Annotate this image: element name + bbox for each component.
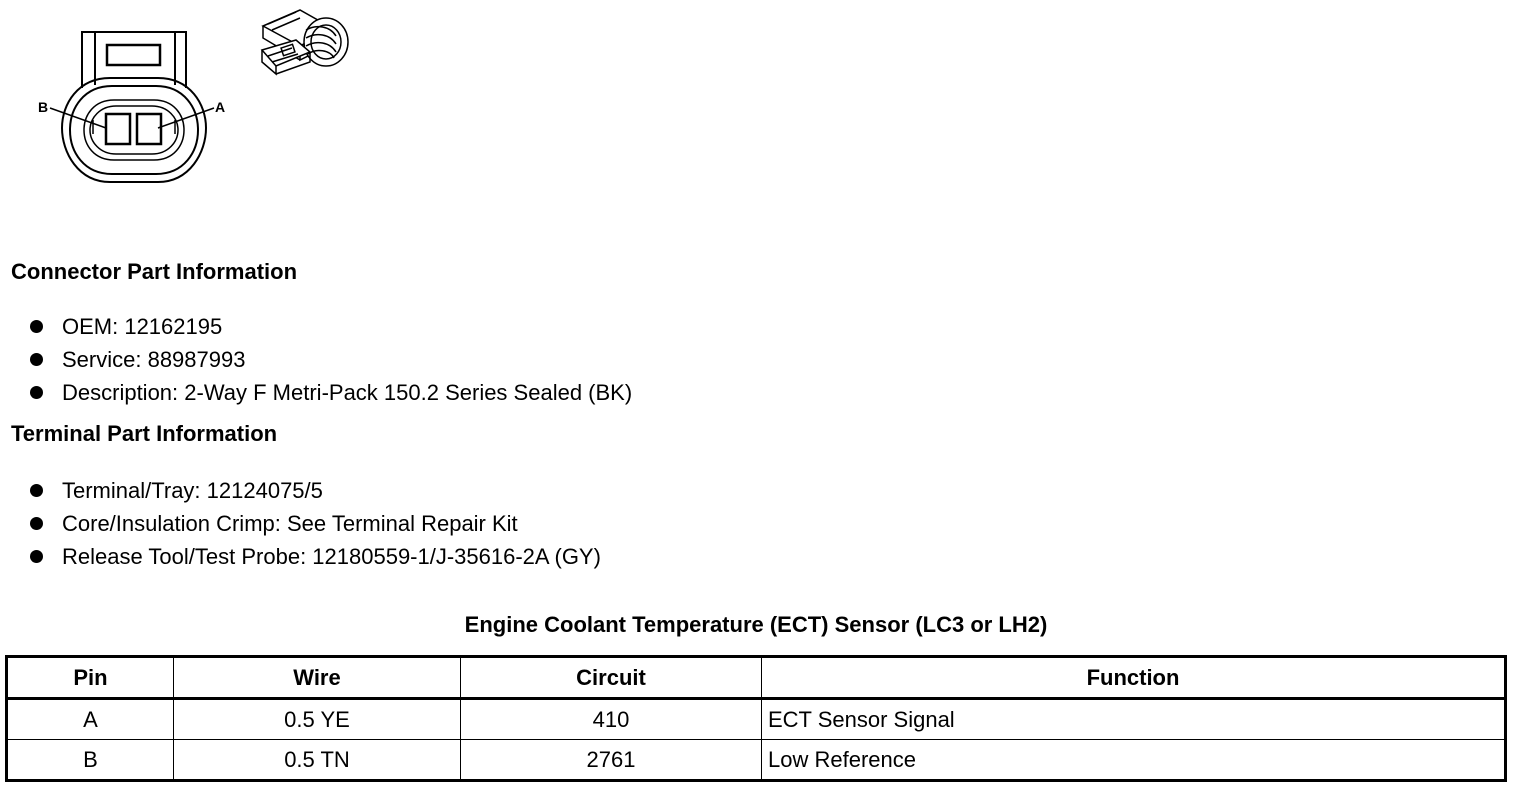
pin-cell: A [7, 699, 174, 740]
circuit-cell: 2761 [461, 740, 762, 781]
bullet-icon [30, 517, 43, 530]
function-cell: Low Reference [762, 740, 1506, 781]
list-item-text: Core/Insulation Crimp: See Terminal Repair Kit [62, 511, 518, 536]
pin-cell: B [7, 740, 174, 781]
connector-face-drawing [50, 32, 214, 182]
pin-table-title: Engine Coolant Temperature (ECT) Sensor (LC3 or LH2) [464, 612, 1048, 637]
list-item [28, 310, 632, 343]
list-item [28, 343, 632, 376]
terminal-part-list [28, 474, 601, 573]
bullet-icon [30, 320, 43, 333]
connector-3d-drawing [262, 10, 348, 74]
table-row [7, 699, 1506, 740]
function-cell: ECT Sensor Signal [762, 699, 1506, 740]
connector-diagram [0, 0, 380, 200]
bullet-icon [30, 386, 43, 399]
circuit-cell: 410 [461, 699, 762, 740]
list-item [28, 540, 601, 573]
list-item-text: Terminal/Tray: 12124075/5 [62, 478, 323, 503]
list-item-text: Service: 88987993 [62, 347, 246, 372]
table-row [7, 740, 1506, 781]
list-item-text: Description: 2-Way F Metri-Pack 150.2 Series Sealed (BK) [62, 380, 633, 405]
table-header-row [7, 657, 1506, 699]
pin-label-b: B [38, 99, 49, 115]
terminal-part-heading: Terminal Part Information [11, 421, 278, 446]
bullet-icon [30, 484, 43, 497]
connector-part-heading: Connector Part Information [11, 259, 298, 284]
pin-table [5, 655, 1507, 782]
list-item [28, 507, 601, 540]
list-item-text: OEM: 12162195 [62, 314, 223, 339]
list-item-text: Release Tool/Test Probe: 12180559-1/J-35616-2A (GY) [62, 544, 601, 569]
column-header-function: Function [762, 657, 1506, 699]
column-header-pin: Pin [7, 657, 174, 699]
list-item [28, 474, 601, 507]
connector-part-list [28, 310, 632, 409]
column-header-wire: Wire [174, 657, 461, 699]
wire-cell: 0.5 TN [174, 740, 461, 781]
wire-cell: 0.5 YE [174, 699, 461, 740]
pin-label-a: A [215, 99, 226, 115]
column-header-circuit: Circuit [461, 657, 762, 699]
list-item [28, 376, 632, 409]
bullet-icon [30, 550, 43, 563]
bullet-icon [30, 353, 43, 366]
